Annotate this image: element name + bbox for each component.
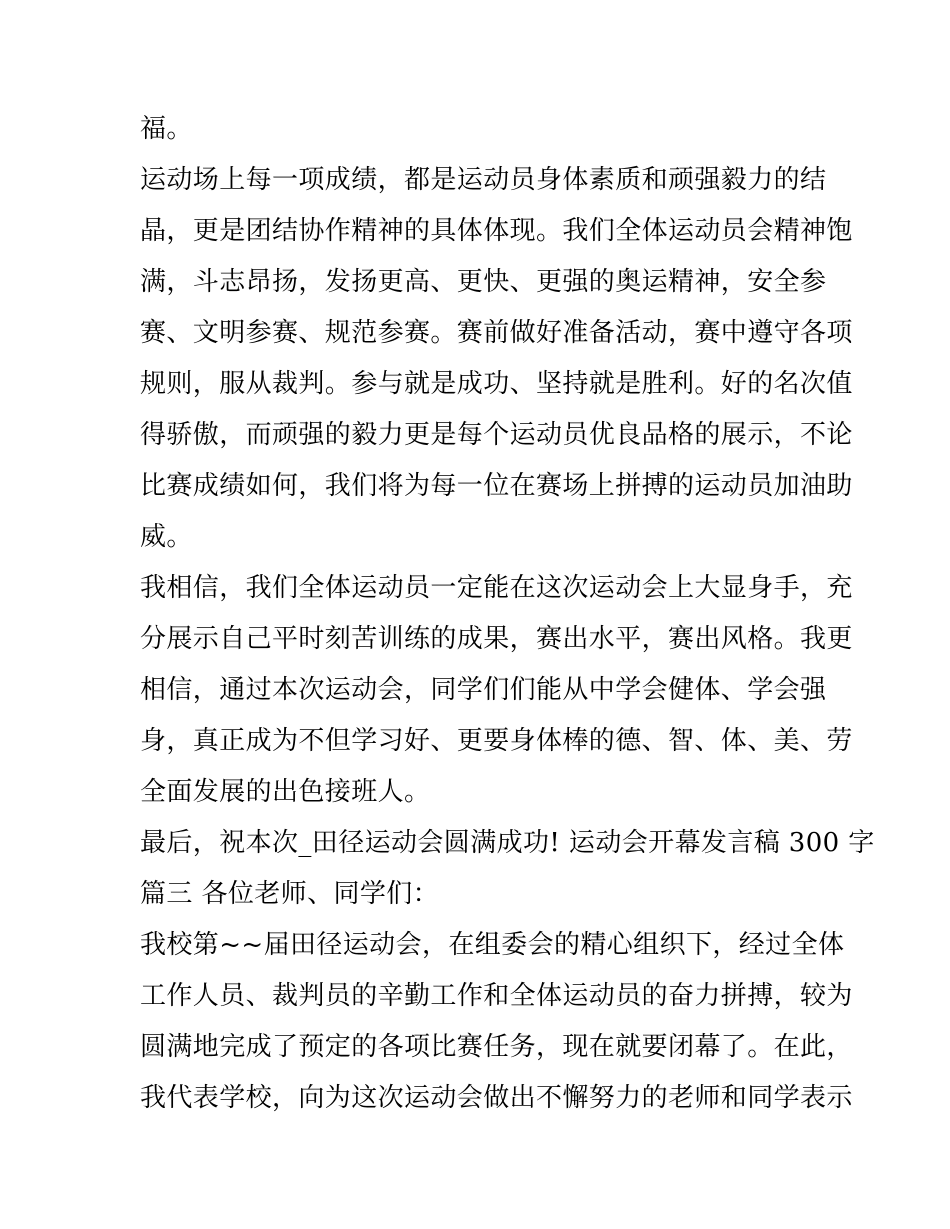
text-line: 运动场上每一项成绩，都是运动员身体素质和顽强毅力的结 <box>140 165 827 195</box>
text-line: 工作人员、裁判员的辛勤工作和全体运动员的奋力拼搏，较为 <box>140 981 853 1011</box>
text-line: 晶，更是团结协作精神的具体体现。我们全体运动员会精神饱 <box>140 216 853 246</box>
text-line: 比赛成绩如何，我们将为每一位在赛场上拼搏的运动员加油助 <box>140 471 853 501</box>
text-line: 赛、文明参赛、规范参赛。赛前做好准备活动，赛中遵守各项 <box>140 318 853 348</box>
text-line: 分展示自己平时刻苦训练的成果，赛出水平，赛出风格。我更 <box>140 624 853 654</box>
text-line: 规则，服从裁判。参与就是成功、坚持就是胜利。好的名次值 <box>140 369 853 399</box>
text-line: 全面发展的出色接班人。 <box>140 777 431 807</box>
text-line: 身，真正成为不但学习好、更要身体棒的德、智、体、美、劳 <box>140 726 853 756</box>
text-line: 篇三 各位老师、同学们： <box>140 879 440 909</box>
text-line: 我校第~~届田径运动会，在组委会的精心组织下，经过全体 <box>140 930 845 960</box>
text-line: 满，斗志昂扬，发扬更高、更快、更强的奥运精神，安全参 <box>140 267 827 297</box>
text-line: 圆满地完成了预定的各项比赛任务，现在就要闭幕了。在此， <box>140 1032 853 1062</box>
text-line: 威。 <box>140 522 193 552</box>
text-line: 相信，通过本次运动会，同学们们能从中学会健体、学会强 <box>140 675 827 705</box>
text-line: 我相信，我们全体运动员一定能在这次运动会上大显身手，充 <box>140 573 853 603</box>
text-line: 福。 <box>140 114 193 144</box>
text-line: 得骄傲，而顽强的毅力更是每个运动员优良品格的展示，不论 <box>140 420 853 450</box>
text-line: 我代表学校，向为这次运动会做出不懈努力的老师和同学表示 <box>140 1083 853 1113</box>
document-body <box>140 104 875 1124</box>
text-line: 最后，祝本次_田径运动会圆满成功! 运动会开幕发言稿 300 字 <box>140 828 875 858</box>
